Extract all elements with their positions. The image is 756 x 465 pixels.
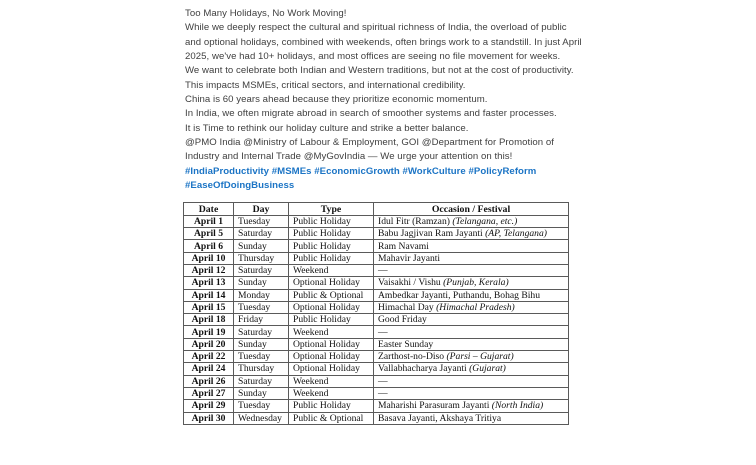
- type-cell: Weekend: [289, 264, 374, 276]
- occasion-cell: [374, 240, 569, 252]
- date-cell: April 13: [184, 277, 234, 289]
- occasion-text: Maharishi Parasuram Jayanti: [378, 400, 490, 412]
- date-cell: April 22: [184, 351, 234, 363]
- day-cell: Saturday: [234, 326, 289, 338]
- occasion-cell: [374, 351, 569, 363]
- date-cell: April 19: [184, 326, 234, 338]
- type-cell: Optional Holiday: [289, 363, 374, 375]
- occasion-cell: [374, 363, 569, 375]
- date-cell: April 15: [184, 301, 234, 313]
- table-row: [184, 314, 569, 326]
- date-cell: April 5: [184, 228, 234, 240]
- day-cell: Sunday: [234, 387, 289, 399]
- occasion-cell: [374, 375, 569, 387]
- occasion-cell: [374, 326, 569, 338]
- day-cell: Tuesday: [234, 400, 289, 412]
- day-cell: Wednesday: [234, 412, 289, 424]
- day-cell: Saturday: [234, 375, 289, 387]
- date-cell: April 30: [184, 412, 234, 424]
- table-row: [184, 215, 569, 227]
- occasion-cell: [374, 412, 569, 424]
- table-row: [184, 387, 569, 399]
- occasion-text: Basava Jayanti, Akshaya Tritiya: [378, 412, 502, 424]
- date-cell: April 14: [184, 289, 234, 301]
- occasion-cell: [374, 387, 569, 399]
- occasion-region: (Gujarat): [466, 363, 506, 375]
- date-cell: April 27: [184, 387, 234, 399]
- table-row: [184, 351, 569, 363]
- occasion-cell: [374, 400, 569, 412]
- date-cell: April 24: [184, 363, 234, 375]
- post-paragraph: It is Time to rethink our holiday culture and strike a better balance.: [185, 122, 469, 134]
- occasion-text: —: [378, 388, 388, 400]
- occasion-text: Zarthost-no-Diso: [378, 351, 445, 363]
- occasion-text: Vaisakhi / Vishu: [378, 277, 441, 289]
- table-row: [184, 375, 569, 387]
- post-paragraph: We want to celebrate both Indian and Western traditions, but not at the cost of productivity. This impacts MSMEs, critical sectors, and international credibility.: [185, 65, 574, 91]
- type-cell: Weekend: [289, 375, 374, 387]
- occasion-text: Ram Navami: [378, 240, 429, 252]
- day-cell: Tuesday: [234, 301, 289, 313]
- header-row: [184, 203, 569, 215]
- table-row: [184, 228, 569, 240]
- type-cell: Public Holiday: [289, 314, 374, 326]
- occasion-region: (Telangana, etc.): [449, 215, 518, 227]
- occasion-cell: [374, 277, 569, 289]
- holiday-table-header: [184, 203, 569, 215]
- table-row: [184, 289, 569, 301]
- day-cell: Thursday: [234, 363, 289, 375]
- table-row: [184, 277, 569, 289]
- table-row: [184, 240, 569, 252]
- day-cell: Monday: [234, 289, 289, 301]
- day-cell: Saturday: [234, 264, 289, 276]
- day-cell: Friday: [234, 314, 289, 326]
- holiday-table: [183, 202, 569, 424]
- occasion-cell: [374, 215, 569, 227]
- occasion-text: —: [378, 375, 388, 387]
- header-date: Date: [184, 203, 234, 215]
- table-row: [184, 264, 569, 276]
- type-cell: Public Holiday: [289, 400, 374, 412]
- date-cell: April 20: [184, 338, 234, 350]
- occasion-cell: [374, 264, 569, 276]
- date-cell: April 18: [184, 314, 234, 326]
- type-cell: Public & Optional: [289, 412, 374, 424]
- date-cell: April 26: [184, 375, 234, 387]
- type-cell: Optional Holiday: [289, 338, 374, 350]
- day-cell: Sunday: [234, 338, 289, 350]
- type-cell: Weekend: [289, 387, 374, 399]
- occasion-region: (AP, Telangana): [482, 228, 547, 240]
- post-paragraph: While we deeply respect the cultural and spiritual richness of India, the overload of public and optional holidays, combined with weekends, often brings work to a standstill. In just April 2025, we've had 10+ holidays, and most offices are seeing no file movement for weeks.: [185, 22, 582, 63]
- table-row: [184, 400, 569, 412]
- occasion-text: Good Friday: [378, 314, 427, 326]
- header-day: Day: [234, 203, 289, 215]
- occasion-cell: [374, 252, 569, 264]
- type-cell: Optional Holiday: [289, 351, 374, 363]
- table-row: [184, 301, 569, 313]
- occasion-cell: [374, 289, 569, 301]
- table-row: [184, 326, 569, 338]
- occasion-text: Vallabhacharya Jayanti: [378, 363, 467, 375]
- post-paragraph: In India, we often migrate abroad in search of smoother systems and faster processes.: [185, 108, 557, 120]
- type-cell: Public Holiday: [289, 240, 374, 252]
- post-text-block: [185, 7, 583, 193]
- table-row: [184, 412, 569, 424]
- type-cell: Public Holiday: [289, 252, 374, 264]
- date-cell: April 10: [184, 252, 234, 264]
- type-cell: Optional Holiday: [289, 301, 374, 313]
- day-cell: Sunday: [234, 240, 289, 252]
- occasion-text: Ambedkar Jayanti, Puthandu, Bohag Bihu: [378, 289, 541, 301]
- occasion-text: —: [378, 326, 388, 338]
- occasion-region: (Himachal Pradesh): [433, 301, 515, 313]
- type-cell: Optional Holiday: [289, 277, 374, 289]
- type-cell: Public & Optional: [289, 289, 374, 301]
- day-cell: Saturday: [234, 228, 289, 240]
- occasion-text: Himachal Day: [378, 301, 434, 313]
- occasion-cell: [374, 301, 569, 313]
- occasion-region: (Parsi – Gujarat): [444, 351, 514, 363]
- occasion-region: (Punjab, Kerala): [440, 277, 509, 289]
- type-cell: Weekend: [289, 326, 374, 338]
- date-cell: April 6: [184, 240, 234, 252]
- day-cell: Tuesday: [234, 351, 289, 363]
- occasion-text: —: [378, 265, 388, 277]
- type-cell: Public Holiday: [289, 228, 374, 240]
- date-cell: April 12: [184, 264, 234, 276]
- occasion-region: (North India): [489, 400, 544, 412]
- table-row: [184, 363, 569, 375]
- occasion-cell: [374, 338, 569, 350]
- post-hashtags[interactable]: #IndiaProductivity #MSMEs #EconomicGrowth #WorkCulture #PolicyReform #EaseOfDoingBusiness: [185, 165, 537, 192]
- occasion-cell: [374, 228, 569, 240]
- post-title: Too Many Holidays, No Work Moving!: [185, 8, 347, 19]
- occasion-text: Mahavir Jayanti: [378, 252, 441, 264]
- post-content: [185, 7, 583, 425]
- header-type: Type: [289, 203, 374, 215]
- day-cell: Tuesday: [234, 215, 289, 227]
- holiday-table-body: [184, 215, 569, 424]
- table-row: [184, 252, 569, 264]
- type-cell: Public Holiday: [289, 215, 374, 227]
- post-mentions: @PMO India @Ministry of Labour & Employment, GOI @Department for Promotion of Industry and Internal Trade @MyGovIndia — We urge your attention on this!: [185, 137, 554, 163]
- occasion-text: Babu Jagjivan Ram Jayanti: [378, 228, 483, 240]
- occasion-cell: [374, 314, 569, 326]
- header-occasion: Occasion / Festival: [374, 203, 569, 215]
- date-cell: April 29: [184, 400, 234, 412]
- post-paragraph: China is 60 years ahead because they prioritize economic momentum.: [185, 94, 488, 106]
- occasion-text: Easter Sunday: [378, 338, 434, 350]
- day-cell: Thursday: [234, 252, 289, 264]
- date-cell: April 1: [184, 215, 234, 227]
- table-row: [184, 338, 569, 350]
- day-cell: Sunday: [234, 277, 289, 289]
- occasion-text: Idul Fitr (Ramzan): [378, 215, 450, 227]
